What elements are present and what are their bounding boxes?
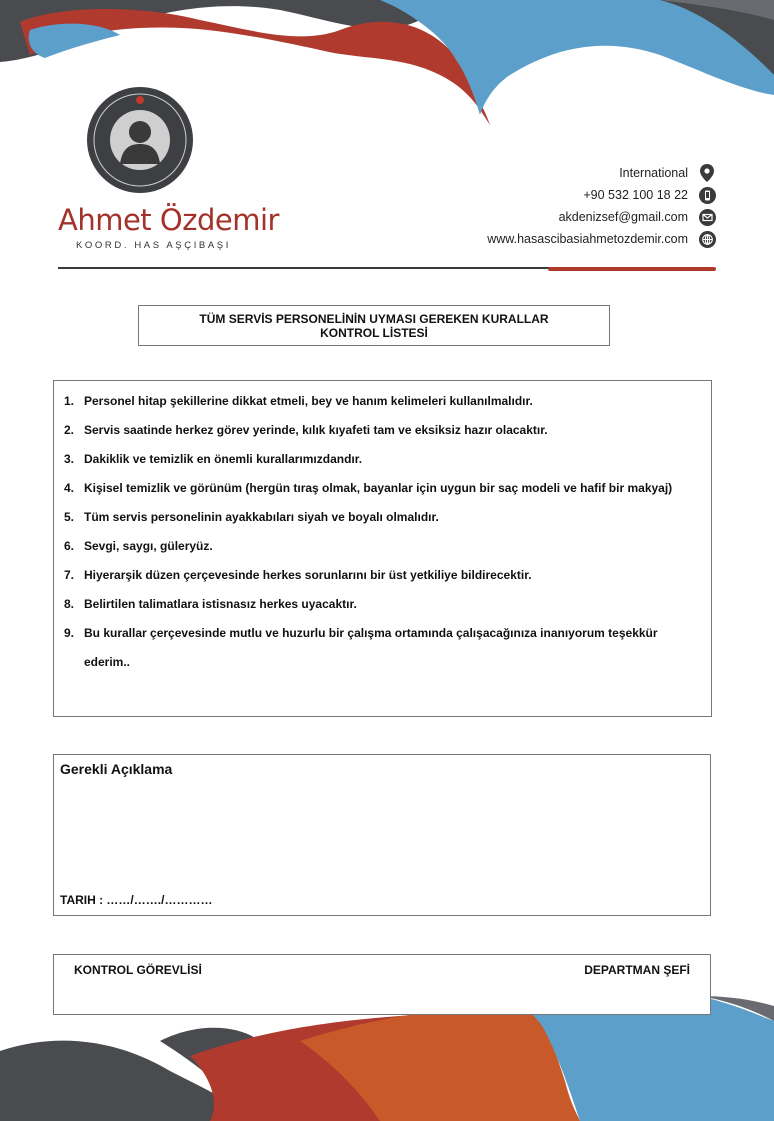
signature-inspector-label: KONTROL GÖREVLİSİ (74, 963, 202, 977)
document-title (138, 305, 610, 346)
brand-name: Ahmet Özdemir (58, 203, 279, 237)
rule-text: Kişisel temizlik ve görünüm (hergün tıraş olmak, bayanlar için uygun bir saç modeli ve hafif bir makyaj) (84, 481, 673, 495)
rule-number: 7. (64, 568, 75, 582)
list-item (64, 387, 701, 416)
list-item (64, 590, 701, 619)
rule-text: Belirtilen talimatlara istisnasız herkes uyacaktır. (84, 597, 357, 611)
date-line: TARIH : ……/……./………… (60, 893, 213, 907)
list-item (64, 474, 701, 503)
rule-number: 2. (64, 423, 75, 437)
list-item (64, 503, 701, 532)
contact-block (416, 162, 716, 250)
list-item (64, 416, 701, 445)
mail-icon (698, 208, 716, 226)
notes-box[interactable] (53, 754, 711, 916)
header-divider-accent (548, 267, 716, 271)
list-item (64, 445, 701, 474)
rule-number: 1. (64, 394, 75, 408)
notes-label: Gerekli Açıklama (60, 761, 173, 777)
signature-department-head-label: DEPARTMAN ŞEFİ (584, 963, 690, 977)
rule-number: 8. (64, 597, 75, 611)
contact-email (416, 206, 716, 228)
logo-seal (86, 86, 194, 194)
location-pin-icon (698, 164, 716, 182)
contact-location (416, 162, 716, 184)
document-title-line-1: TÜM SERVİS PERSONELİNİN UYMASI GEREKEN KURALLAR (199, 312, 549, 326)
rule-number: 6. (64, 539, 75, 553)
rule-number: 3. (64, 452, 75, 466)
rule-text: Sevgi, saygı, güleryüz. (84, 539, 213, 553)
document-title-line-2: KONTROL LİSTESİ (320, 326, 428, 340)
rule-text: Bu kurallar çerçevesinde mutlu ve huzurlu bir çalışma ortamında çalışacağınıza inanıyorum teşekkür ederim.. (84, 626, 658, 669)
rule-number: 9. (64, 626, 75, 640)
signature-box (53, 954, 711, 1015)
contact-phone-text: +90 532 100 18 22 (583, 188, 688, 202)
phone-icon (698, 186, 716, 204)
globe-icon (698, 230, 716, 248)
header-divider (58, 267, 558, 269)
list-item (64, 561, 701, 590)
rule-number: 5. (64, 510, 75, 524)
rule-number: 4. (64, 481, 75, 495)
rules-list (53, 380, 712, 717)
rule-text: Personel hitap şekillerine dikkat etmeli, bey ve hanım kelimeleri kullanılmalıdır. (84, 394, 533, 408)
contact-web (416, 228, 716, 250)
contact-phone (416, 184, 716, 206)
rule-text: Hiyerarşik düzen çerçevesinde herkes sorunlarını bir üst yetkiliye bildirecektir. (84, 568, 532, 582)
rule-text: Tüm servis personelinin ayakkabıları siyah ve boyalı olmalıdır. (84, 510, 439, 524)
contact-email-text: akdenizsef@gmail.com (558, 210, 688, 224)
rule-text: Dakiklik ve temizlik en önemli kurallarımızdandır. (84, 452, 363, 466)
list-item (64, 619, 701, 677)
contact-location-text: International (619, 166, 688, 180)
contact-web-text: www.hasascibasiahmetozdemir.com (487, 232, 688, 246)
list-item (64, 532, 701, 561)
brand-title: KOORD. HAS AŞÇIBAŞI (76, 240, 231, 251)
rule-text: Servis saatinde herkez görev yerinde, kılık kıyafeti tam ve eksiksiz hazır olacaktır. (84, 423, 548, 437)
